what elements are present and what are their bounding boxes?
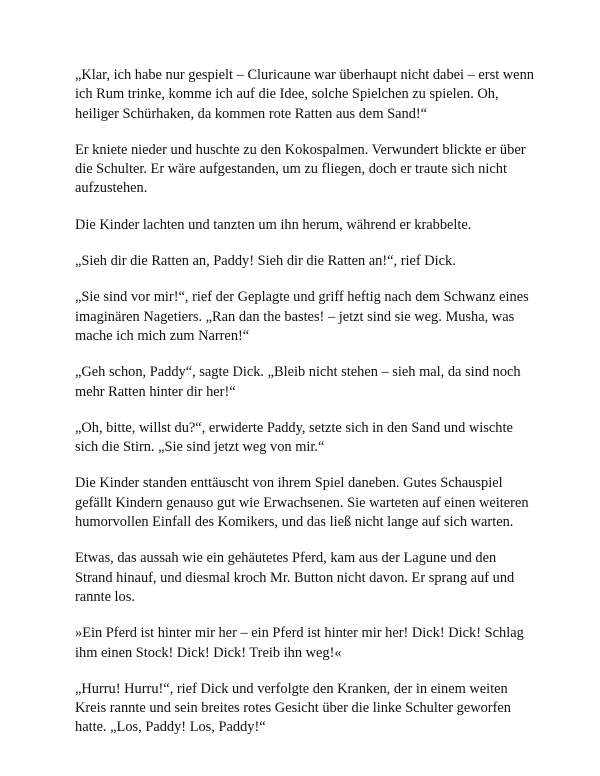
document-page [75,66,535,755]
paragraph-10: »Ein Pferd ist hinter mir her – ein Pferd ist hinter mir her! Dick! Dick! Schlag ihm einen Stock! Dick! Dick! Treib ihn weg!« [75,625,524,661]
paragraph-11: „Hurru! Hurru!“, rief Dick und verfolgte den Kranken, der in einem weiten Kreis rannte und sein breites rotes Gesicht über die linke Schulter geworfen hatte. „Los, Paddy! Los, Paddy!“ [75,680,511,736]
paragraph-6: „Geh schon, Paddy“, sagte Dick. „Bleib nicht stehen – sieh mal, da sind noch mehr Ratten hinter dir her!“ [75,364,521,400]
paragraph-9: Etwas, das aussah wie ein gehäutetes Pferd, kam aus der Lagune und den Strand hinauf, und diesmal kroch Mr. Button nicht davon. Er sprang auf und rannte los. [75,550,515,605]
paragraph-4: „Sieh dir die Ratten an, Paddy! Sieh dir die Ratten an!“, rief Dick. [75,253,456,270]
paragraph-7: „Oh, bitte, willst du?“, erwiderte Paddy, setzte sich in den Sand und wischte sich die Stirn. „Sie sind jetzt weg von mir.“ [75,419,513,456]
paragraph-2: Er kniete nieder und huschte zu den Kokospalmen. Verwundert blickte er über die Schulter. Er wäre aufgestanden, um zu fliegen, doch er traute sich nicht aufzustehen. [75,141,526,197]
paragraph-1: „Klar, ich habe nur gespielt – Cluricaune war überhaupt nicht dabei – erst wenn ich Rum trinke, komme ich auf die Idee, solche Spielchen zu spielen. Oh, heiliger Schürhaken, da kommen rote Ratten aus dem Sand!“ [75,67,534,122]
paragraph-3: Die Kinder lachten und tanzten um ihn herum, während er krabbelte. [75,216,472,233]
paragraph-5: „Sie sind vor mir!“, rief der Geplagte und griff heftig nach dem Schwanz eines imaginären Nagetiers. „Ran dan the bastes! – jetzt sind sie weg. Musha, was mache ich mich zum Narren!“ [75,289,529,344]
paragraph-8: Die Kinder standen enttäuscht von ihrem Spiel daneben. Gutes Schauspiel gefällt Kindern genauso gut wie Erwachsenen. Sie warteten auf einen weiteren humorvollen Einfall des Komikers, und das ließ nicht lange auf sich warten. [75,475,529,531]
